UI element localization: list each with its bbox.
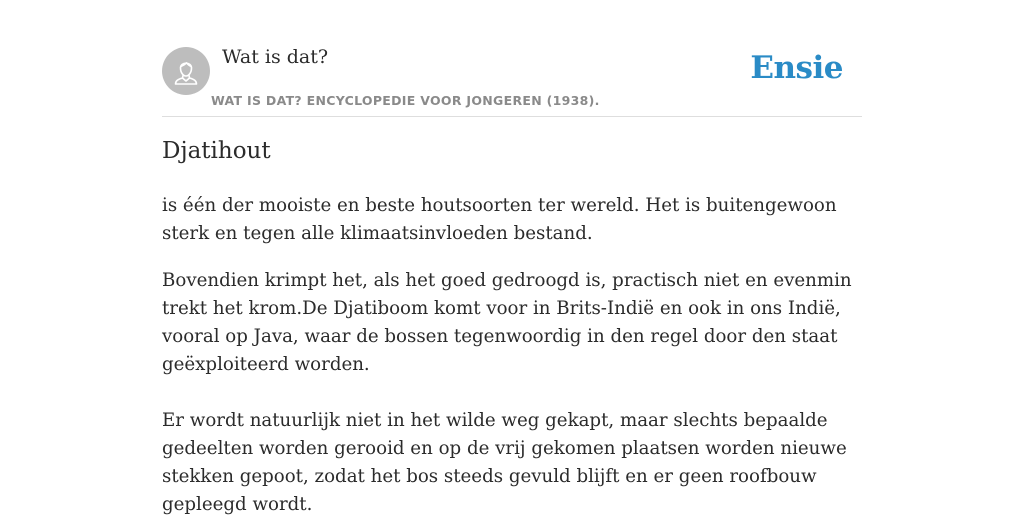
entry-body: [162, 192, 872, 519]
source-name-link[interactable]: Wat is dat?: [222, 46, 329, 68]
ensie-logo[interactable]: Ensie: [750, 50, 843, 86]
entry-title: Djatihout: [162, 138, 271, 164]
source-header: [162, 0, 862, 117]
source-subtitle: WAT IS DAT? ENCYCLOPEDIE VOOR JONGEREN (1938).: [211, 93, 600, 108]
page: [162, 0, 862, 515]
entry-paragraph-2: Bovendien krimpt het, als het goed gedroogd is, practisch niet en evenmin trekt het krom.De Djatiboom komt voor in Brits-Indië en ook in ons Indië, vooral op Java, waar de bossen tegenwoordig in den regel door den staat geëxploiteerd worden.: [162, 270, 852, 375]
entry-paragraph-3: Er wordt natuurlijk niet in het wilde weg gekapt, maar slechts bepaalde gedeelten worden gerooid en op de vrij gekomen plaatsen worden nieuwe stekken gepoot, zodat het bos steeds gevuld blijft en er geen roofbouw gepleegd wordt.: [162, 410, 847, 515]
user-icon: [162, 47, 210, 95]
source-avatar[interactable]: [162, 47, 210, 95]
entry-paragraph-1: is één der mooiste en beste houtsoorten ter wereld. Het is buitengewoon sterk en tegen alle klimaatsinvloeden bestand.: [162, 195, 837, 244]
